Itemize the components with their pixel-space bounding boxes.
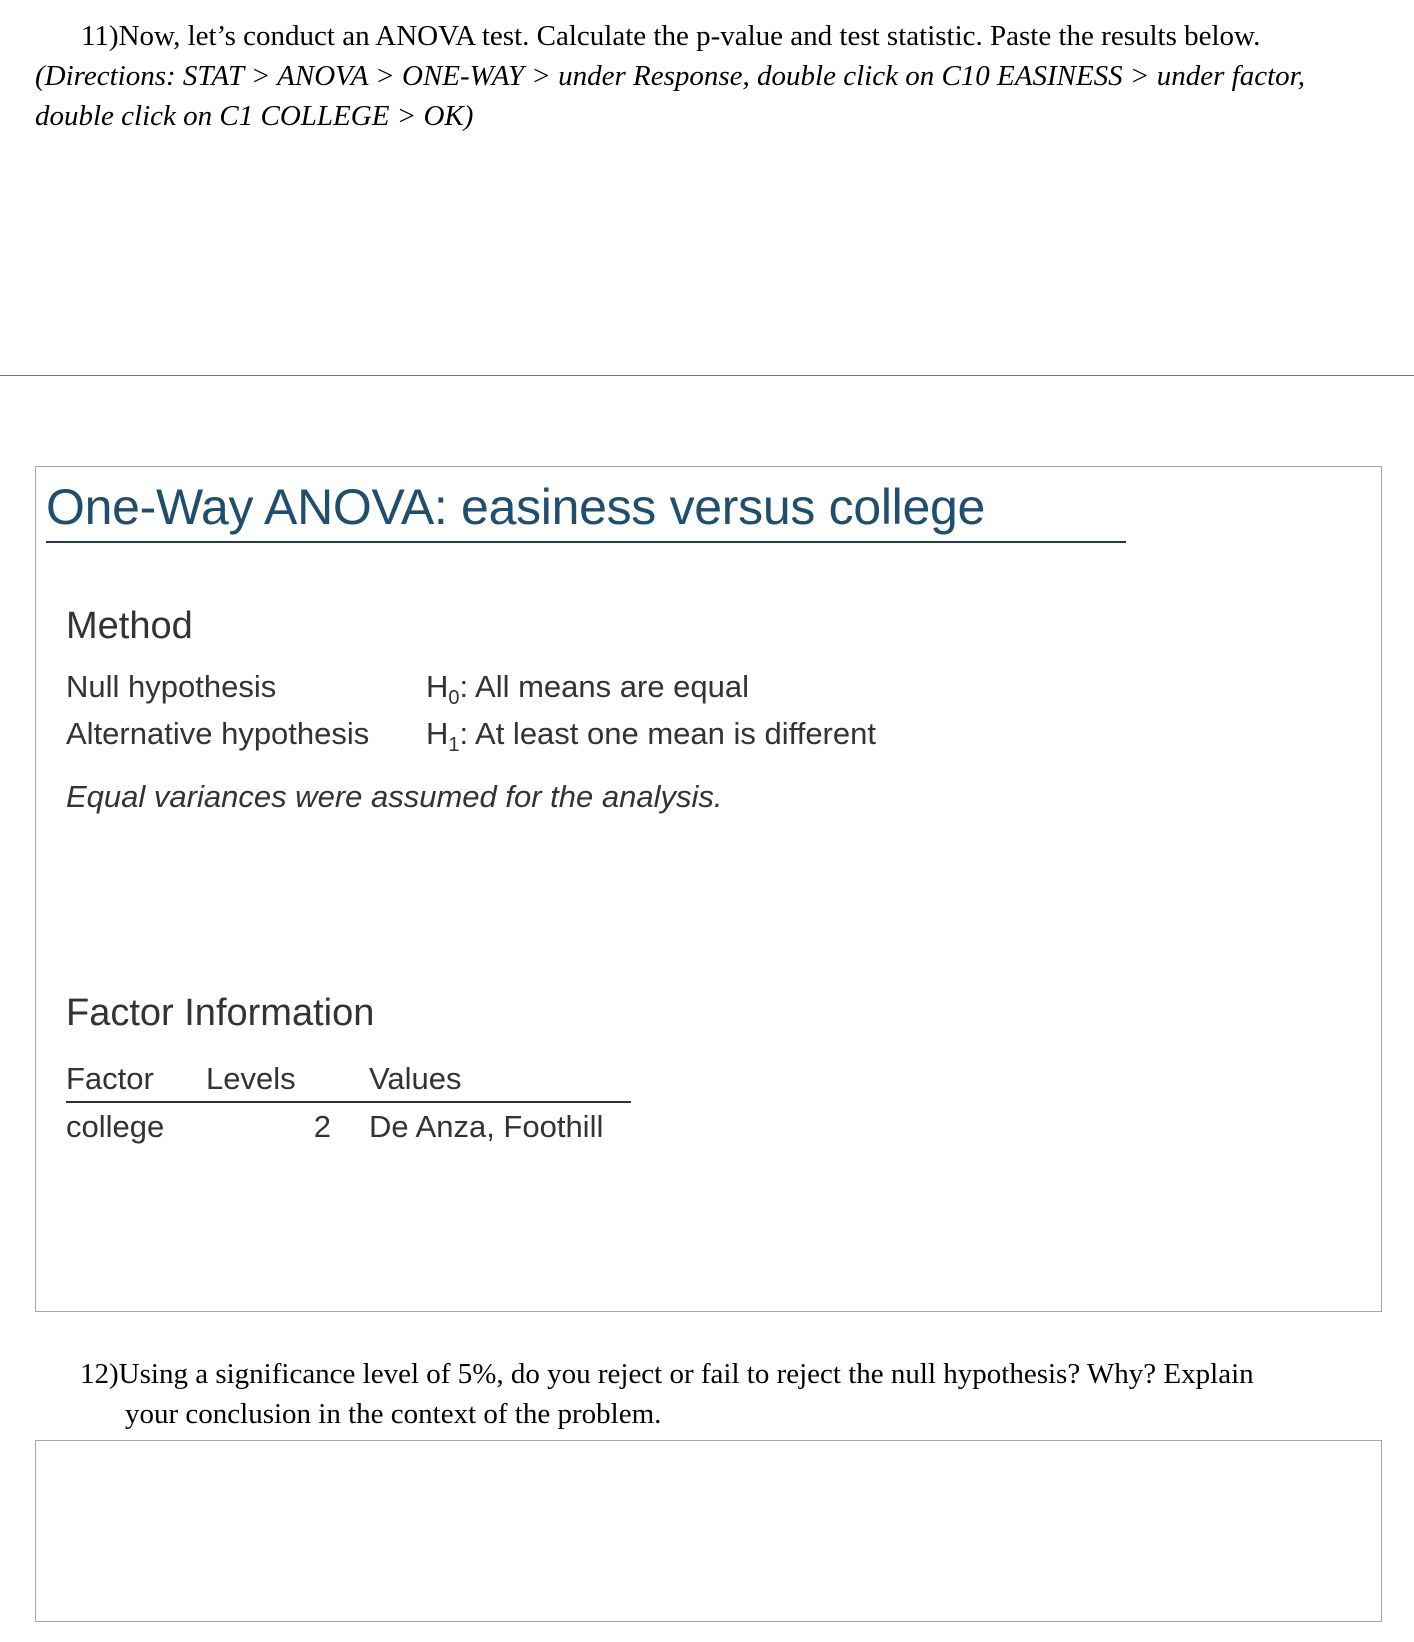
alternative-hypothesis-label: Alternative hypothesis	[66, 716, 370, 751]
factor-information-table	[66, 1061, 631, 1145]
null-hypothesis-symbol: H	[426, 669, 449, 704]
alternative-hypothesis-value: : At least one mean is different	[459, 716, 876, 751]
null-hypothesis-label: Null hypothesis	[66, 669, 277, 704]
question-12	[80, 1354, 1380, 1434]
factor-table-header-row	[66, 1061, 631, 1102]
values-cell: De Anza, Foothill	[369, 1109, 604, 1144]
levels-column-header: Levels	[206, 1061, 369, 1102]
question-11	[35, 16, 1395, 136]
variance-assumption-note: Equal variances were assumed for the analysis.	[66, 779, 723, 814]
question-11-directions-line1: (Directions: STAT > ANOVA > ONE-WAY > under Response, double click on C10 EASINESS > under factor,	[35, 60, 1305, 92]
question-11-number: 11)	[81, 20, 119, 52]
factor-cell: college	[66, 1109, 165, 1144]
alternative-hypothesis-symbol: H	[426, 716, 449, 751]
factor-column-header: Factor	[66, 1061, 206, 1102]
alternative-hypothesis-row	[66, 716, 876, 757]
answer-text-box[interactable]	[35, 1440, 1382, 1622]
values-column-header: Values	[369, 1061, 631, 1102]
page-divider	[0, 375, 1414, 376]
null-hypothesis-value: : All means are equal	[459, 669, 750, 704]
question-11-directions-line2: double click on C1 COLLEGE > OK)	[35, 100, 474, 132]
question-11-text: Now, let’s conduct an ANOVA test. Calculate the p-value and test statistic. Paste the results below.	[118, 20, 1261, 52]
anova-title: One-Way ANOVA: easiness versus college	[46, 477, 1126, 543]
pasted-output-box	[35, 466, 1382, 1312]
question-12-number: 12)	[80, 1358, 119, 1390]
alternative-hypothesis-subscript: 1	[448, 734, 460, 757]
question-12-text: Using a significance level of 5%, do you reject or fail to reject the null hypothesis? Why? Explain	[118, 1358, 1254, 1390]
null-hypothesis-subscript: 0	[448, 687, 460, 710]
method-heading: Method	[66, 605, 193, 647]
question-12-line1	[80, 1354, 1380, 1394]
question-11-prompt	[35, 16, 1395, 56]
question-12-line2: your conclusion in the context of the problem.	[125, 1398, 662, 1430]
factor-information-heading: Factor Information	[66, 992, 375, 1034]
null-hypothesis-row	[66, 669, 750, 710]
levels-cell: 2	[313, 1109, 331, 1144]
table-row	[66, 1102, 631, 1145]
